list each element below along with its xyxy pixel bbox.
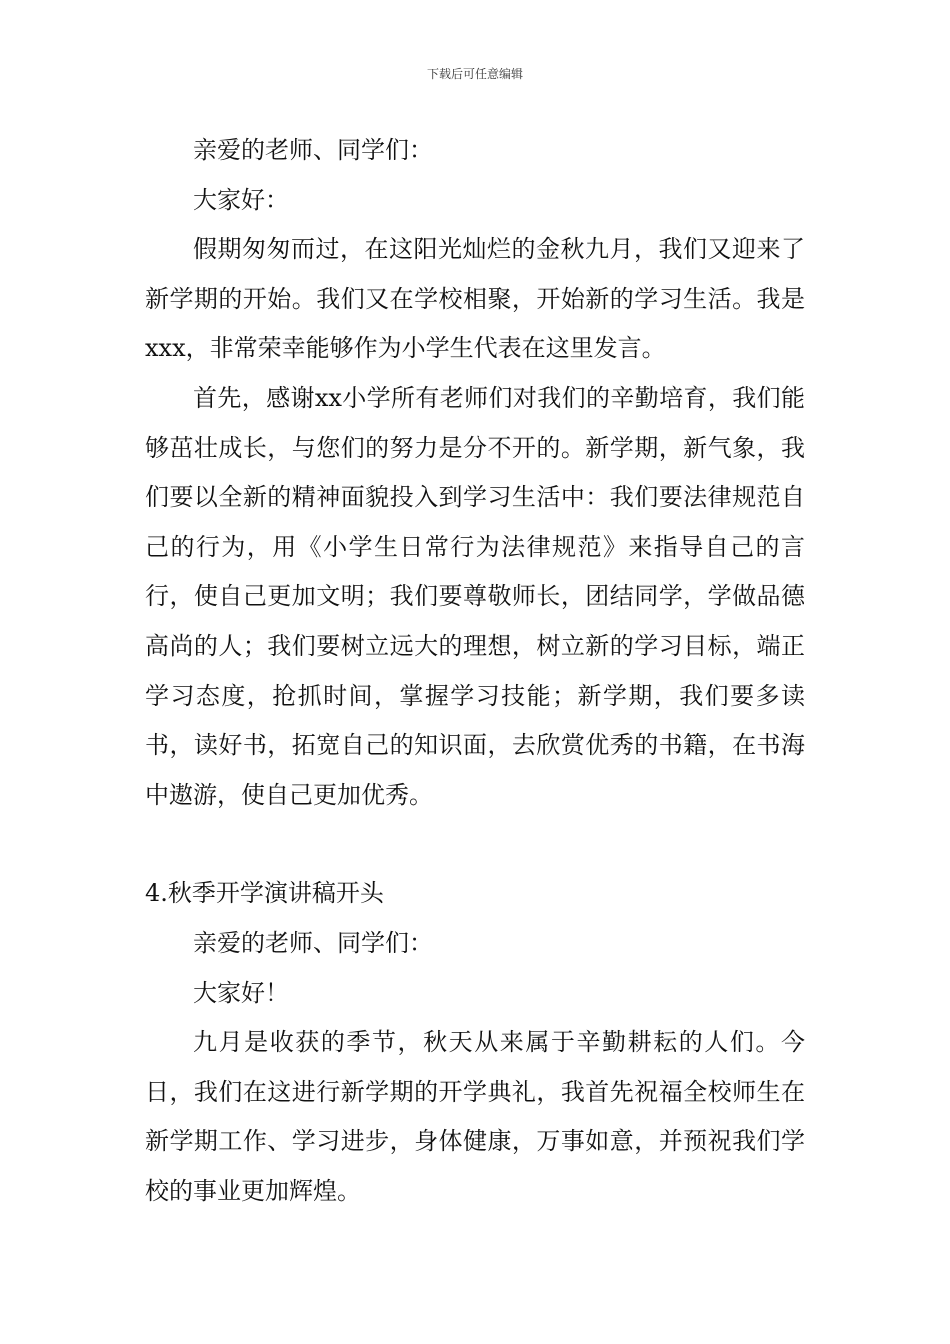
body-paragraph: 假期匆匆而过，在这阳光灿烂的金秋九月，我们又迎来了新学期的开始。我们又在学校相聚，开始新的学习生活。我是xxx，非常荣幸能够作为小学生代表在这里发言。	[145, 235, 805, 363]
body-paragraph: 首先，感谢xx小学所有老师们对我们的辛勤培育，我们能够茁壮成长，与您们的努力是分不开的。新学期，新气象，我们要以全新的精神面貌投入到学习生活中：我们要法律规范自己的行为，用《小学生日常行为法律规范》来指导自己的言行，使自己更加文明；我们要尊敬师长，团结同学，学做品德高尚的人；我们要树立远大的理想，树立新的学习目标，端正学习态度，抢抓时间，掌握学习技能；新学期，我们要多读书，读好书，拓宽自己的知识面，去欣赏优秀的书籍，在书海中遨游，使自己更加优秀。	[145, 383, 805, 809]
section-heading: 4.秋季开学演讲稿开头	[145, 879, 384, 908]
greeting: 大家好！	[193, 978, 289, 1007]
salutation: 亲爱的老师、同学们：	[193, 928, 433, 957]
salutation: 亲爱的老师、同学们：	[193, 136, 433, 164]
document-body	[145, 126, 805, 1216]
body-paragraph: 九月是收获的季节，秋天从来属于辛勤耕耘的人们。今日，我们在这进行新学期的开学典礼，我首先祝福全校师生在新学期工作、学习进步，身体健康，万事如意，并预祝我们学校的事业更加辉煌。	[145, 1028, 805, 1205]
greeting: 大家好：	[193, 185, 289, 214]
page-header-note: 下载后可任意编辑	[426, 67, 523, 81]
